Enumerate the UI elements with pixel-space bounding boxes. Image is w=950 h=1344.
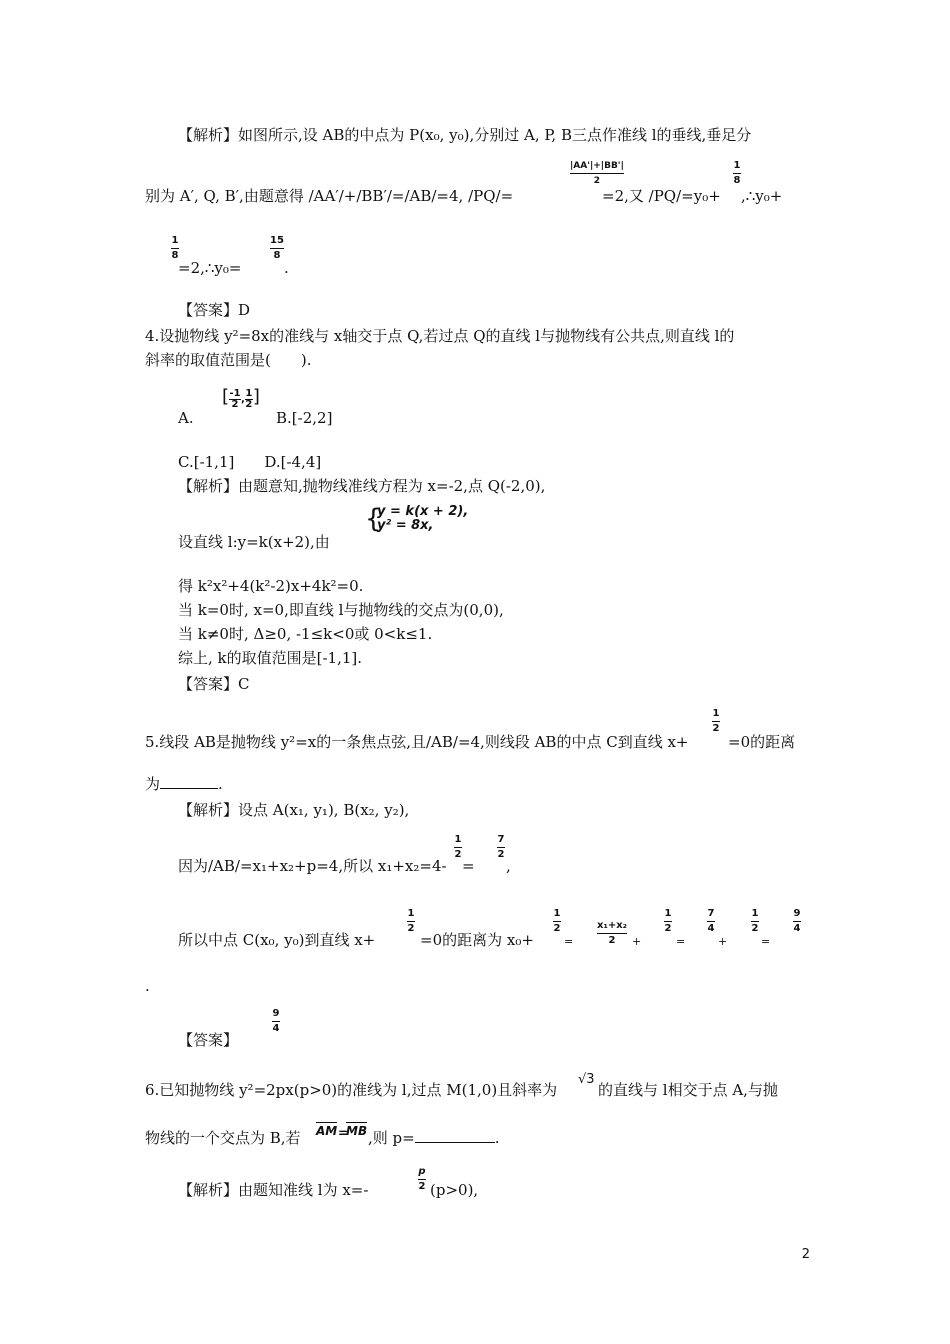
q4-answer: 【答案】C: [178, 675, 250, 693]
sqrt-three: √3: [578, 1072, 595, 1087]
q5-analysis-line3-c: =: [564, 935, 574, 948]
q5-analysis-line3-a: 所以中点 C(x₀, y₀)到直线 x+: [178, 931, 376, 949]
fraction-seven-halves: 7 2: [497, 834, 505, 860]
fraction-p-over-2: p 2: [418, 1166, 426, 1192]
q5-analysis-line1: 【解析】设点 A(x₁, y₁), B(x₂, y₂),: [178, 801, 410, 819]
q6-answer-blank[interactable]: [415, 1128, 495, 1143]
q6-stem-line2-a: 物线的一个交点为 B,若: [145, 1129, 301, 1147]
q6-analysis-line1-a: 【解析】由题知准线 l为 x=-: [178, 1181, 369, 1199]
fraction-one-half: 1 2: [712, 708, 720, 734]
fraction-one-eighth-2: 1 8: [171, 235, 179, 261]
page-number: 2: [801, 1247, 810, 1262]
q4-equation-system: { y = k(x + 2), y² = 8x,: [365, 504, 469, 534]
q5-analysis-line2-a: 因为/AB/=x₁+x₂+p=4,所以 x₁+x₂=4-: [178, 857, 447, 875]
fraction-one-half-6: 1 2: [751, 908, 759, 934]
q4-analysis-line6: 综上, k的取值范围是[-1,1].: [178, 649, 363, 667]
q4-option-a-label: A.: [178, 409, 194, 427]
q4-analysis-line1: 【解析】由题意知,抛物线准线方程为 x=-2,点 Q(-2,0),: [178, 477, 546, 495]
q4-option-a-interval: [-1 2 ,1 2]: [222, 386, 260, 410]
q3-analysis-line2-c: ,∴y₀+: [741, 187, 783, 205]
fraction-one-eighth: 1 8: [733, 160, 741, 186]
q6-stem-line2-b: ,则 p= .: [368, 1129, 500, 1147]
q5-analysis-line3-b: =0的距离为 x₀+: [420, 931, 534, 949]
q4-analysis-line2: 设直线 l:y=k(x+2),由: [178, 533, 330, 551]
q5-stem-line1: 5.线段 AB是抛物线 y²=x的一条焦点弦,且/AB/=4,则线段 AB的中点 C到直线 x+: [145, 733, 689, 751]
q5-analysis-line3-g: =: [761, 935, 771, 948]
q3-analysis-line3-b: .: [284, 259, 289, 277]
q4-analysis-line3: 得 k²x²+4(k²-2)x+4k²=0.: [178, 577, 364, 595]
vector-mb: MB: [346, 1124, 368, 1138]
q4-analysis-line5: 当 k≠0时, Δ≥0, -1≤k<0或 0<k≤1.: [178, 625, 433, 643]
vector-equals: =: [338, 1126, 349, 1140]
q4-stem-line2: 斜率的取值范围是( ).: [145, 351, 312, 369]
fraction-one-half-3: 1 2: [407, 908, 415, 934]
vector-am: AM: [316, 1124, 338, 1138]
fraction-one-half-5: 1 2: [664, 908, 672, 934]
q5-answer: 【答案】: [178, 1031, 239, 1049]
fraction-x1-plus-x2-over-2: x₁+x₂ 2: [597, 920, 628, 946]
q5-stem-line2: 为 .: [145, 775, 223, 793]
q6-stem-line1-b: 的直线与 l相交于点 A,与抛: [598, 1081, 778, 1099]
fraction-nine-fourths: 9 4: [793, 908, 801, 934]
q4-analysis-line4: 当 k=0时, x=0,即直线 l与抛物线的交点为(0,0),: [178, 601, 504, 619]
q3-analysis-line2-b: =2,又 /PQ/=y₀+: [602, 187, 721, 205]
q3-analysis-line2-a: 别为 A′, Q, B′,由题意得 /AA′/+/BB′/=/AB/=4, /PQ/=: [145, 187, 514, 205]
q5-analysis-line2-c: ,: [506, 857, 511, 875]
q3-analysis-line3-a: =2,∴y₀=: [178, 259, 242, 277]
q3-analysis-line1: 【解析】如图所示,设 AB的中点为 P(x₀, y₀),分别过 A, P, B三点作准线 l的垂线,垂足分: [178, 126, 752, 144]
q4-stem-line1: 4.设抛物线 y²=8x的准线与 x轴交于点 Q,若过点 Q的直线 l与抛物线有公共点,则直线 l的: [145, 327, 735, 345]
fraction-aa-bb: |AA'|+|BB'| 2: [570, 161, 624, 186]
q5-stem-line1-end: =0的距离: [728, 733, 796, 751]
q3-answer: 【答案】D: [178, 301, 251, 319]
q5-analysis-line3-e: =: [676, 935, 686, 948]
q4-option-b: B.[-2,2]: [276, 409, 333, 427]
fraction-nine-fourths-answer: 9 4: [272, 1008, 280, 1034]
q5-analysis-line2-b: =: [462, 857, 475, 875]
q6-analysis-line1-b: (p>0),: [430, 1181, 479, 1199]
q5-answer-blank[interactable]: [160, 774, 218, 789]
q5-analysis-line3-f: +: [718, 935, 728, 948]
fraction-fifteen-eighths: 15 8: [270, 235, 284, 261]
fraction-one-half-4: 1 2: [553, 908, 561, 934]
fraction-seven-fourths: 7 4: [707, 908, 715, 934]
q5-analysis-period: .: [145, 977, 150, 995]
q6-stem-line1-a: 6.已知抛物线 y²=2px(p>0)的准线为 l,过点 M(1,0)且斜率为: [145, 1081, 558, 1099]
q5-analysis-line3-d: +: [632, 935, 642, 948]
fraction-one-half-2: 1 2: [454, 834, 462, 860]
q4-options-c-d: C.[-1,1] D.[-4,4]: [178, 453, 322, 471]
